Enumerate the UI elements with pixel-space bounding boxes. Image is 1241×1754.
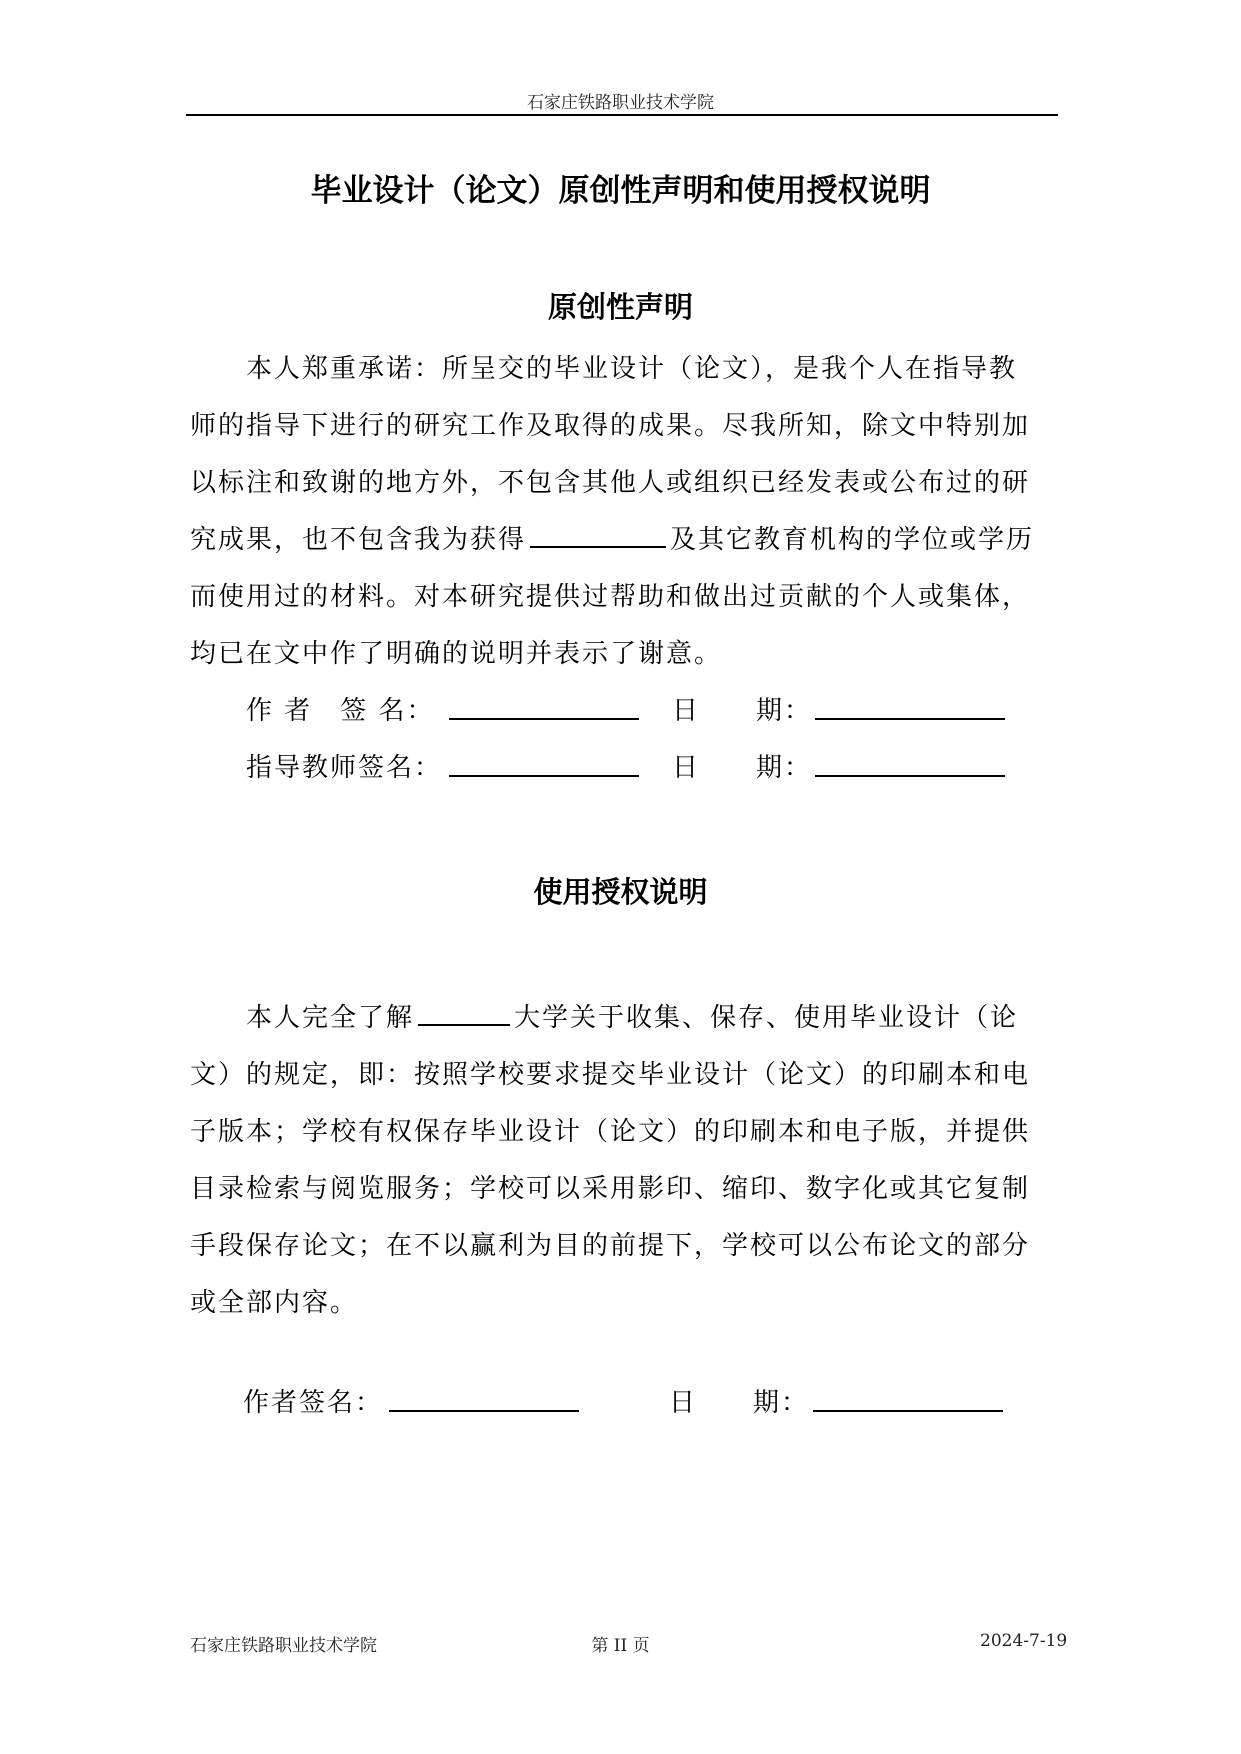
advisor-date-label: 日 期： bbox=[672, 753, 813, 783]
authorization-line-6: 或全部内容。 bbox=[190, 1288, 359, 1318]
advisor-date-line[interactable] bbox=[815, 775, 1005, 777]
advisor-sign-label: 指导教师签名： bbox=[246, 753, 443, 783]
author-sign-line[interactable] bbox=[449, 718, 639, 720]
authorization-line-4: 目录检索与阅览服务；学校可以采用影印、缩印、数字化或其它复制 bbox=[190, 1174, 1031, 1204]
footer-page-number: 第 II 页 bbox=[591, 1636, 650, 1656]
authorization-line-3: 子版本；学校有权保存毕业设计（论文）的印刷本和电子版，并提供 bbox=[190, 1117, 1031, 1147]
author-date-label: 日 期： bbox=[672, 696, 813, 726]
originality-line-6: 均已在文中作了明确的说明并表示了谢意。 bbox=[190, 639, 723, 669]
auth-date-label: 日 期： bbox=[669, 1388, 810, 1418]
authorization-line-1-start: 本人完全了解 bbox=[246, 1003, 415, 1033]
originality-line-3: 以标注和致谢的地方外，不包含其他人或组织已经发表或公布过的研 bbox=[190, 468, 1031, 498]
originality-line-4 bbox=[190, 519, 1060, 556]
header-divider bbox=[186, 114, 1058, 116]
advisor-sign-line[interactable] bbox=[449, 775, 639, 777]
originality-line-5: 而使用过的材料。对本研究提供过帮助和做出过贡献的个人或集体， bbox=[190, 582, 1031, 612]
footer-institution: 石家庄铁路职业技术学院 bbox=[190, 1636, 377, 1656]
authorization-line-2: 文）的规定，即：按照学校要求提交毕业设计（论文）的印刷本和电 bbox=[190, 1060, 1031, 1090]
authorization-line-5: 手段保存论文；在不以赢利为目的前提下，学校可以公布论文的部分 bbox=[190, 1231, 1031, 1261]
page-header-title: 石家庄铁路职业技术学院 bbox=[527, 93, 714, 113]
institution-blank[interactable] bbox=[530, 520, 666, 548]
university-blank[interactable] bbox=[418, 998, 510, 1026]
originality-line-4-end: 及其它教育机构的学位或学历 bbox=[670, 525, 1035, 555]
footer-date: 2024-7-19 bbox=[980, 1631, 1068, 1651]
auth-author-sign-label: 作者签名： bbox=[243, 1388, 384, 1418]
originality-line-4-start: 究成果，也不包含我为获得 bbox=[190, 525, 527, 555]
auth-date-line[interactable] bbox=[813, 1410, 1003, 1412]
document-title: 毕业设计（论文）原创性声明和使用授权说明 bbox=[310, 173, 931, 209]
author-date-line[interactable] bbox=[815, 718, 1005, 720]
auth-author-sign-line[interactable] bbox=[389, 1410, 579, 1412]
originality-line-1: 本人郑重承诺：所呈交的毕业设计（论文），是我个人在指导教 bbox=[246, 354, 1018, 384]
authorization-line-1-end: 大学关于收集、保存、使用毕业设计（论 bbox=[514, 1003, 1019, 1033]
author-sign-label: 作 者 签 名： bbox=[246, 696, 435, 726]
originality-section-title: 原创性声明 bbox=[547, 290, 693, 324]
authorization-line-1 bbox=[246, 997, 1116, 1034]
authorization-section-title: 使用授权说明 bbox=[533, 875, 708, 909]
originality-line-2: 师的指导下进行的研究工作及取得的成果。尽我所知，除文中特别加 bbox=[190, 411, 1031, 441]
